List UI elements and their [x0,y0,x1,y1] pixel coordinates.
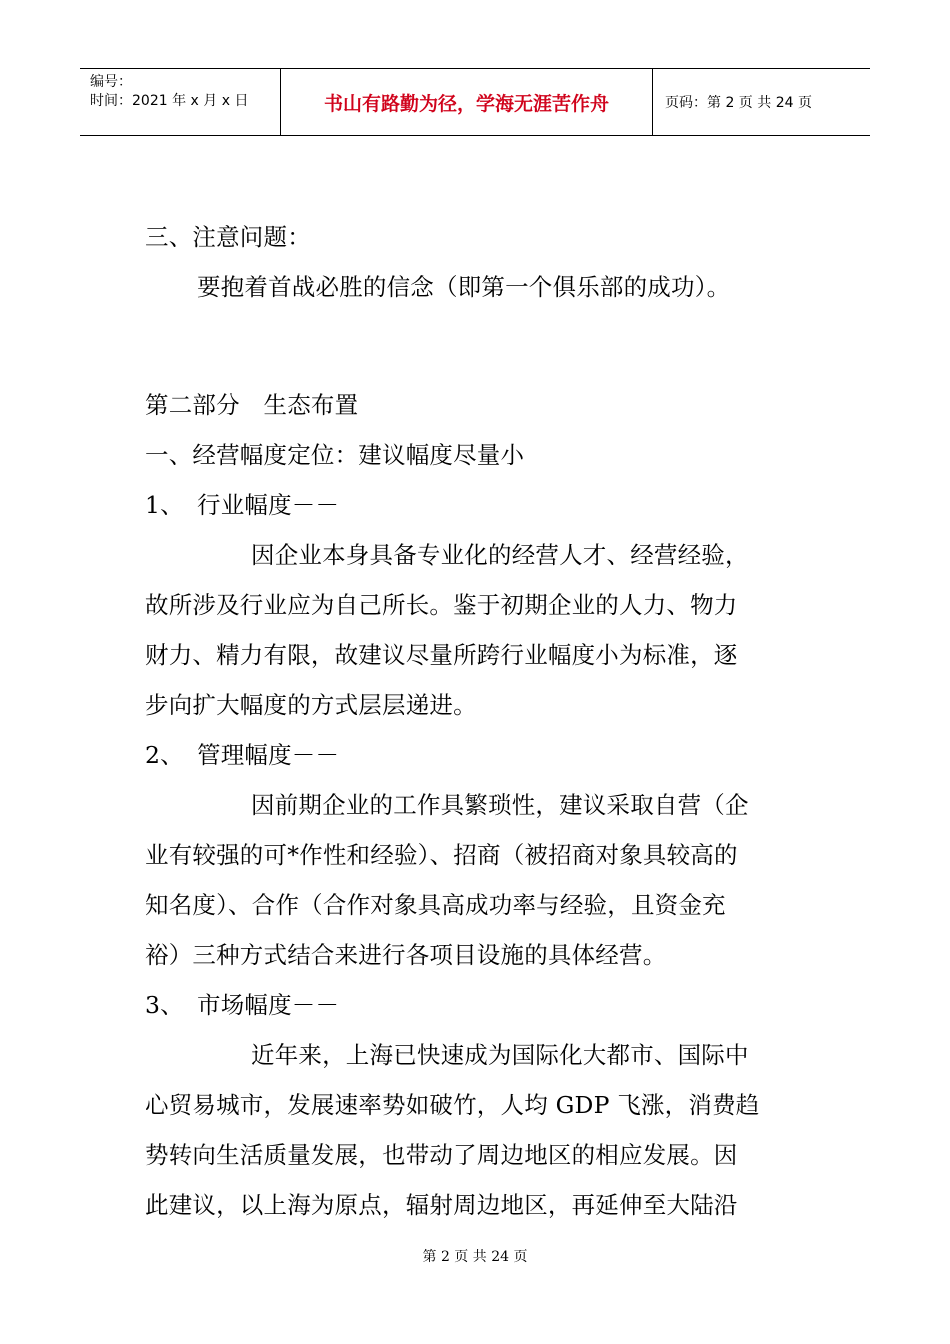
sub2-heading [145,730,810,780]
sub2-number: 2、 [145,741,184,769]
page-header [80,68,870,136]
sub1-line-4: 步向扩大幅度的方式层层递进。 [145,691,477,719]
slogan-text: 书山有路勤为径，学海无涯苦作舟 [323,92,609,115]
sub1-line-2: 故所涉及行业应为自己所长。鉴于初期企业的人力、物力 [145,591,738,619]
sub3-line-3: 势转向生活质量发展，也带动了周边地区的相应发展。因 [145,1141,738,1169]
section3-title: 三、注意问题： [145,223,311,251]
time-label: 时间：2021 年 x 月 x 日 [90,93,249,109]
sub1-heading [145,480,810,530]
header-meta-cell [80,69,281,135]
header-slogan-cell [281,69,653,135]
sub2-line-4: 裕）三种方式结合来进行各项目设施的具体经营。 [145,941,667,969]
sub3-line-2: 心贸易城市，发展速率势如破竹，人均 GDP 飞涨，消费趋 [145,1091,760,1119]
paragraph-gap [145,312,810,380]
sub3-number: 3、 [145,991,184,1019]
sub2-line-2: 业有较强的可*作性和经验）、招商（被招商对象具较高的 [145,841,738,869]
sub3-line-4: 此建议，以上海为原点，辐射周边地区，再延伸至大陆沿 [145,1191,738,1219]
document-body [145,212,810,1230]
sub1-title: 行业幅度－－ [197,491,340,519]
sub1-number: 1、 [145,491,184,519]
page-info: 页码：第 2 页 共 24 页 [665,95,812,111]
sub2-line-1: 因前期企业的工作具繁琐性，建议采取自营（企 [251,791,749,819]
sub2-line-3: 知名度）、合作（合作对象具高成功率与经验，且资金充 [145,891,726,919]
header-page-cell [653,69,870,135]
item1-title: 一、经营幅度定位：建议幅度尽量小 [145,441,525,469]
sub3-heading [145,980,810,1030]
page-footer [0,1246,950,1266]
sub3-title: 市场幅度－－ [197,991,340,1019]
sub3-line-1: 近年来，上海已快速成为国际化大都市、国际中 [251,1041,749,1069]
part2-title: 第二部分 生态布置 [145,391,359,419]
number-label: 编号： [90,74,132,90]
section3-text: 要抱着首战必胜的信念（即第一个俱乐部的成功）。 [197,273,731,301]
footer-page-number: 第 2 页 共 24 页 [422,1249,528,1265]
sub1-line-1: 因企业本身具备专业化的经营人才、经营经验， [251,541,749,569]
sub1-line-3: 财力、精力有限，故建议尽量所跨行业幅度小为标准，逐 [145,641,738,669]
sub2-title: 管理幅度－－ [197,741,340,769]
